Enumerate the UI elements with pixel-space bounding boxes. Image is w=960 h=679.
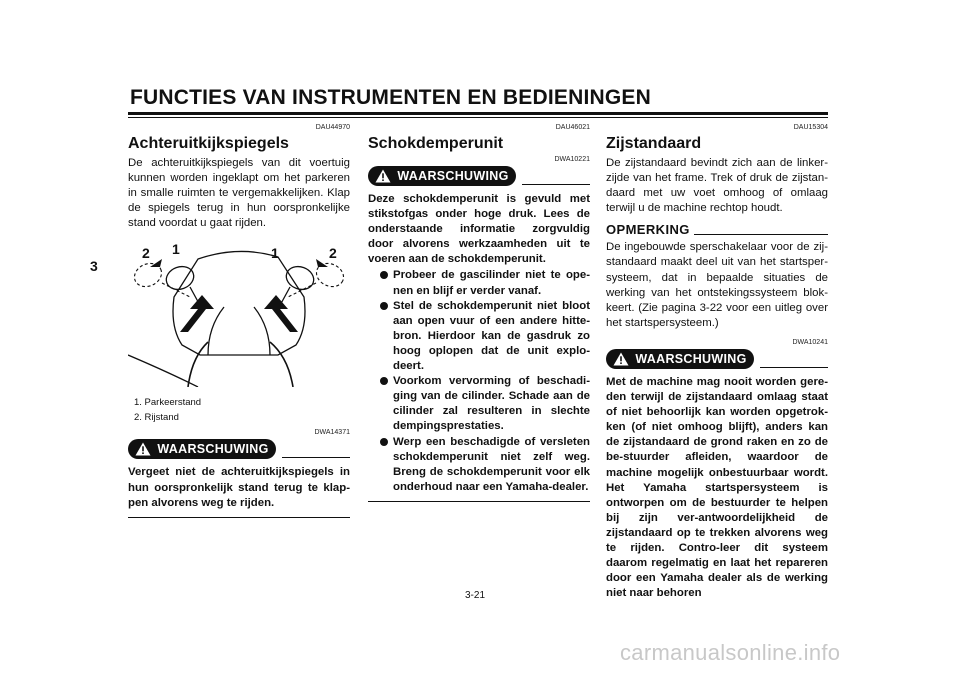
bullet-dot-icon (380, 302, 388, 310)
note-text: De ingebouwde sperschakelaar voor de zij-standaard maakt deel uit van het startsper-systeem, dat in bepaalde situaties de werking van het ontstekingssysteem blok-keert. (Zie pagina 3-22 voor een uitleg over het startspersysteem.) (606, 241, 828, 329)
note-header (606, 222, 828, 240)
section-code: DAU44970 (315, 124, 350, 131)
warning-bullet-list (368, 268, 590, 494)
list-item (380, 374, 590, 434)
section-side-stand (606, 124, 828, 601)
section-body: De achteruitkijkspiegels van dit voertuig kunnen worden ingeklapt om het parkeren in smalle ruimten te vergemakkelijken. Klap de spiegels terug in hun oorspronkelijke stand voordat u gaat rijden. (128, 157, 350, 230)
warning-header (128, 439, 350, 461)
warning-header (368, 166, 590, 188)
page-number: 3-21 (465, 590, 486, 601)
list-item (380, 299, 590, 374)
caption-item: 2. Rijstand (134, 412, 179, 424)
section-code: DAU46021 (555, 124, 590, 131)
header-rule-thin (128, 117, 828, 118)
mirror-illustration (128, 237, 350, 387)
section-body: De zijstandaard bevindt zich aan de linker-zijde van het frame. Trek of druk de zijstan-daard met uw voet omhoog of omlaag terwijl u de machine rechtop houdt. (606, 157, 828, 215)
warning-badge (606, 349, 754, 369)
note-label: OPMERKING (606, 222, 690, 238)
figure-label: 1 (172, 241, 180, 258)
warning-triangle-icon (135, 442, 151, 456)
figure-label: 2 (329, 245, 337, 262)
warning-code: DWA10241 (792, 338, 828, 346)
caption-item: 1. Parkeerstand (134, 397, 202, 409)
section-heading: Achteruitkijkspiegels (128, 135, 289, 152)
warning-header (606, 349, 828, 371)
mirror-figure (128, 237, 350, 387)
chapter-tab: 3 (90, 258, 98, 274)
section-code: DAU15304 (793, 124, 828, 131)
list-item-text: Stel de schokdemperunit niet bloot aan open vuur of een andere hitte-bron. Hierdoor kan de gasdruk zo hoog oplopen dat de unit explo-deert. (393, 299, 590, 373)
list-item (380, 268, 590, 298)
warning-label: WAARSCHUWING (157, 442, 269, 457)
section-heading: Schokdemperunit (368, 135, 504, 152)
bullet-dot-icon (380, 438, 388, 446)
section-shock-absorber (368, 124, 590, 502)
list-item (380, 435, 590, 495)
page-header-title: FUNCTIES VAN INSTRUMENTEN EN BEDIENINGEN (130, 86, 651, 109)
warning-text: Vergeet niet de achteruitkijkspiegels in hun oorspronkelijk stand terug te klap-pen alvorens weg te rijden. (128, 466, 350, 509)
warning-text: Deze schokdemperunit is gevuld met stikstofgas onder hoge druk. Lees de onderstaande informatie zorgvuldig door alvorens werkzaamheden uit te voeren aan de schokdemperunit. (368, 193, 590, 266)
bullet-dot-icon (380, 271, 388, 279)
warning-rule (282, 457, 350, 458)
list-item-text: Probeer de gascilinder niet te ope-nen en blijf er verder vanaf. (393, 269, 590, 297)
warning-triangle-icon (375, 169, 391, 183)
warning-triangle-icon (613, 352, 629, 366)
warning-text: Met de machine mag nooit worden gere-den terwijl de zijstandaard omlaag staat of niet behoorlijk kan worden opgetrok-ken (of niet omhoog blijft), anders kan de zijstandaard de grond raken en zo de be-stuurder afleiden, waardoor de machine mogelijk onbestuurbaar wordt. Het Yamaha startspersysteem is ontworpen om de bestuurder te helpen bij zijn ver-antwoordelijkheid de zijstandaard op te trekken alvorens weg te rijden. Contro-leer dit systeem daarom regelmatig en laat het repareren door een Yamaha dealer als de werking niet naar behoren (606, 375, 828, 600)
warning-code: DWA14371 (314, 429, 350, 437)
warning-end-rule (128, 517, 350, 518)
list-item-text: Voorkom vervorming of beschadi-ging van de cilinder. Schade aan de cilinder zal resulteren in slechte dempingsprestaties. (393, 375, 590, 433)
figure-captions (128, 395, 350, 425)
warning-badge (368, 166, 516, 186)
warning-label: WAARSCHUWING (397, 169, 509, 183)
warning-code: DWA10221 (554, 156, 590, 163)
header-rule (128, 112, 828, 115)
bullet-dot-icon (380, 377, 388, 385)
figure-label: 1 (271, 245, 279, 262)
figure-label: 2 (142, 245, 150, 262)
warning-end-rule (368, 501, 590, 502)
note-rule (694, 234, 828, 235)
section-mirrors (128, 124, 350, 518)
warning-badge (128, 439, 276, 459)
section-heading: Zijstandaard (606, 135, 702, 152)
warning-rule (760, 367, 828, 368)
warning-label: WAARSCHUWING (635, 351, 747, 366)
warning-rule (522, 184, 590, 185)
watermark: carmanualsonline.info (620, 640, 841, 665)
list-item-text: Werp een beschadigde of versleten schokdemperunit niet zelf weg. Breng de schokdemperunit voor elk onderhoud naar een Yamaha-dealer. (393, 435, 590, 493)
